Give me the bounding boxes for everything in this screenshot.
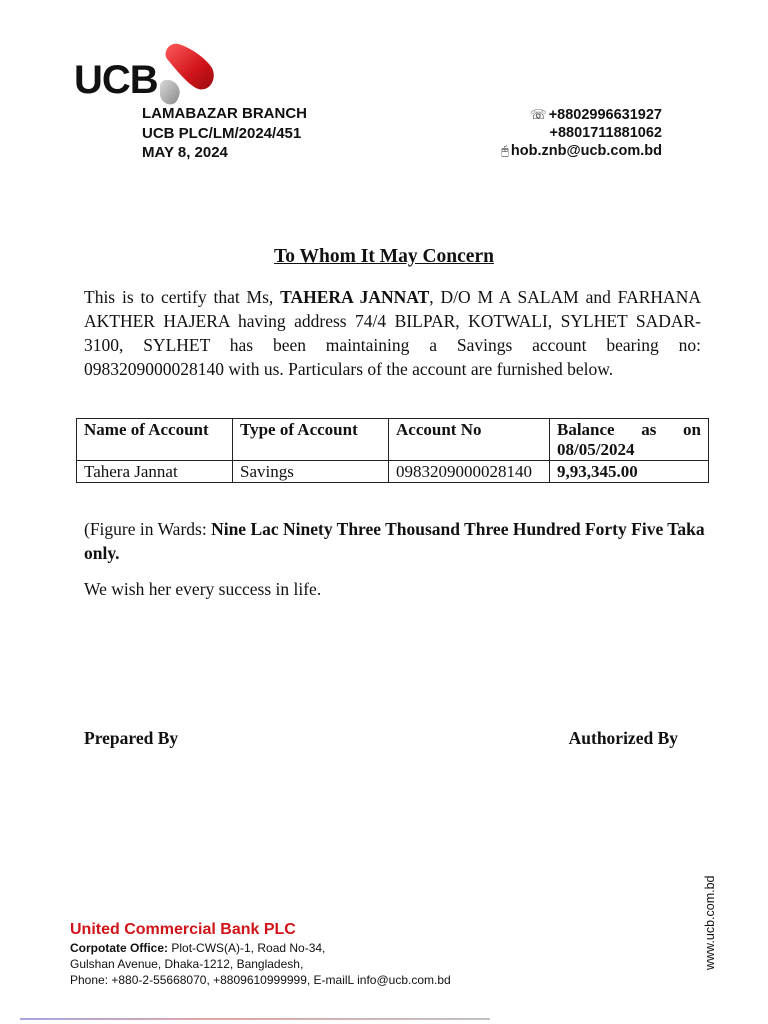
header-account-no: Account No (389, 419, 550, 461)
email-address: hob.znb@ucb.com.bd (510, 143, 662, 159)
table-row (77, 461, 709, 483)
phone-icon: ☏ (530, 107, 547, 122)
paragraph-intro: This is to certify that Ms, (84, 287, 281, 307)
header-balance-word: Balance (557, 420, 615, 439)
figure-prefix: (Figure in Wards: (84, 519, 212, 539)
branch-block (142, 104, 307, 163)
letter-subject: To Whom It May Concern (274, 246, 494, 267)
footer-block (70, 920, 451, 988)
logo-wordmark: UCB (74, 58, 158, 102)
cell-account-number: 0983209000028140 (389, 461, 550, 483)
contact-block (501, 106, 662, 161)
header-balance-date: 08/05/2024 (557, 440, 635, 459)
figure-in-words (84, 517, 709, 565)
prepared-by-label: Prepared By (84, 728, 179, 748)
balance-value: 9,93,345.00 (557, 462, 638, 481)
header-as-word: as (641, 420, 657, 439)
branch-name: LAMABAZAR BRANCH (142, 105, 307, 122)
ucb-logo-mark-icon (158, 40, 220, 110)
letter-date: MAY 8, 2024 (142, 144, 228, 161)
header-type-of-account: Type of Account (233, 419, 389, 461)
cell-balance (550, 461, 709, 483)
footer-office-address-1: Plot-CWS(A)-1, Road No-34, (168, 941, 326, 955)
certification-paragraph (84, 285, 701, 381)
account-holder-name: TAHERA JANNAT (280, 287, 430, 307)
paragraph-rest: , D/O M A SALAM and FARHANA AKTHER HAJERA having address 74/4 BILPAR, KOTWALI, SYLHET SADAR-3100, SYLHET has been maintaining a Savings account bearing no: 0983209000028140 with us. Particulars of the account are furnished below. (84, 287, 701, 379)
phone-1: +8802996631927 (548, 107, 662, 123)
header-on-word: on (683, 420, 701, 439)
reference-number: UCB PLC/LM/2024/451 (142, 124, 302, 142)
footer-bank-name: United Commercial Bank PLC (70, 921, 296, 938)
side-website-url: www.ucb.com.bd (703, 875, 717, 970)
cell-account-name: Tahera Jannat (77, 461, 233, 483)
account-table (76, 418, 709, 483)
figure-words: Nine Lac Ninety Three Thousand Three Hundred Forty Five Taka only. (84, 519, 705, 563)
header-balance (550, 419, 709, 461)
table-header-row (77, 419, 709, 461)
footer-phone-line: Phone: +880-2-55668070, +8809610999999, E-mailL info@ucb.com.bd (70, 973, 451, 987)
footer-office-label: Corpotate Office: (70, 941, 169, 955)
closing-wish: We wish her every success in life. (84, 579, 322, 599)
cell-account-type: Savings (233, 461, 389, 483)
mouse-icon: 🖰 (501, 143, 509, 158)
authorized-by-label: Authorized By (568, 728, 678, 748)
header-name-of-account: Name of Account (77, 419, 233, 461)
bottom-divider (20, 1018, 490, 1020)
phone-2: +8801711881062 (549, 124, 662, 141)
footer-office-address-2: Gulshan Avenue, Dhaka-1212, Bangladesh, (70, 957, 304, 971)
ucb-logo (74, 40, 224, 110)
